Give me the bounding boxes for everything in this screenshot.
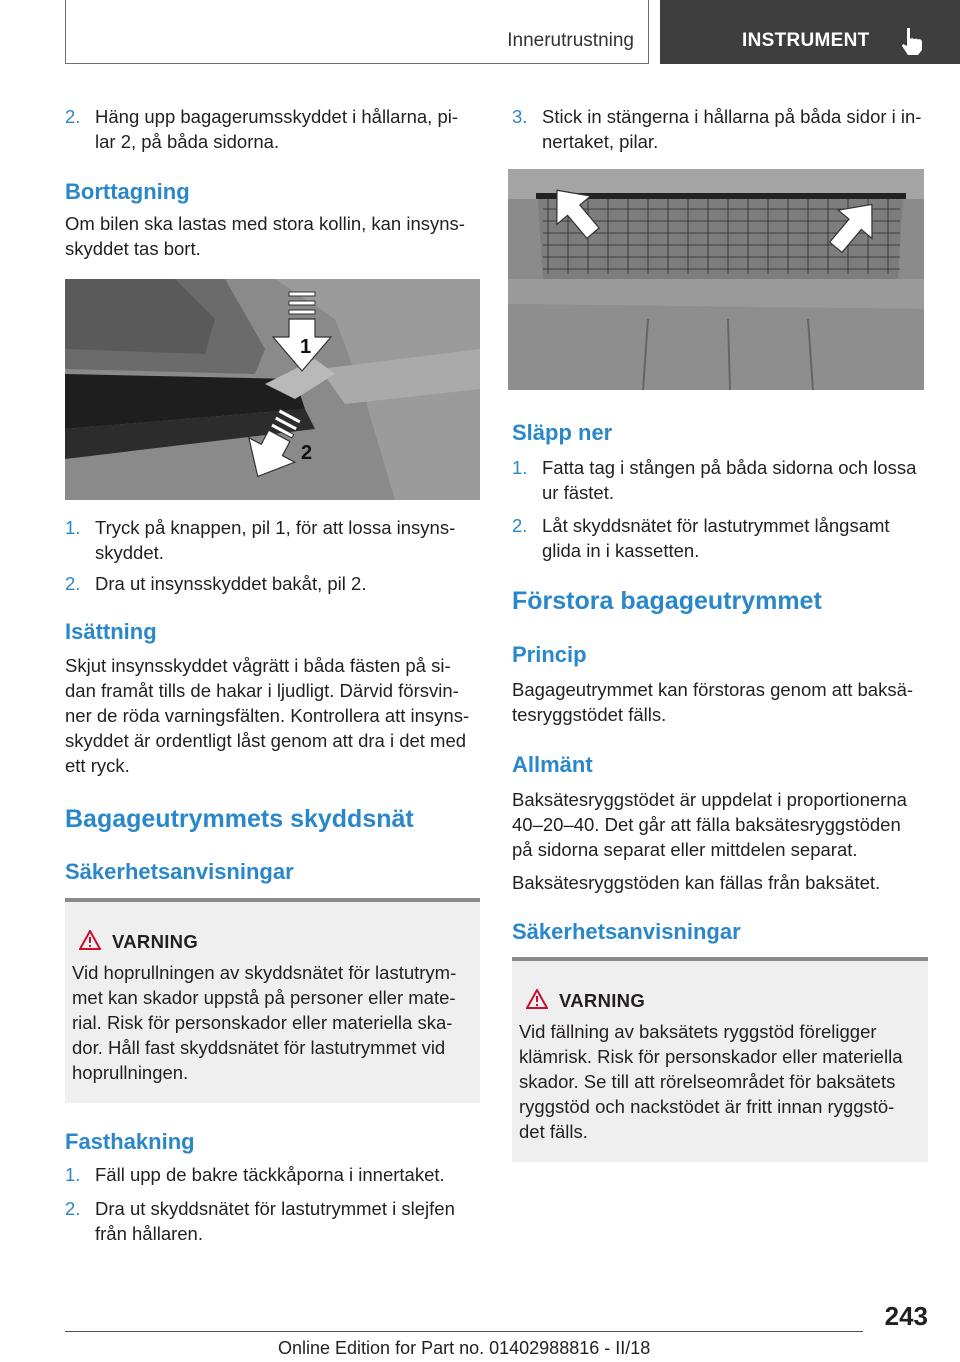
cover-removal-illustration: [65, 279, 480, 500]
warning-text: ryggstöd och nackstödet är fritt innan ryggstö-: [519, 1096, 895, 1117]
heading-sakerhet-left: Säkerhetsanvisningar: [65, 859, 294, 884]
list-number: 2.: [65, 106, 81, 127]
heading-isattning: Isättning: [65, 619, 157, 644]
heading-fasthakning: Fasthakning: [65, 1129, 195, 1154]
heading-borttagning: Borttagning: [65, 179, 190, 204]
warning-text: klämrisk. Risk för personskador eller materiella: [519, 1046, 903, 1067]
header-chapter-box: [660, 0, 960, 64]
heading-sakerhet-right: Säkerhetsanvisningar: [512, 919, 741, 944]
arrow-2-label: 2: [301, 442, 313, 464]
list-text: Låt skyddsnätet för lastutrymmet långsamt: [542, 515, 890, 536]
paragraph: 40–20–40. Det går att fälla baksätesryggstöden: [512, 814, 901, 835]
arrow-1-label: 1: [300, 336, 312, 358]
warning-triangle-icon: [79, 930, 101, 950]
list-text: från hållaren.: [95, 1223, 203, 1244]
paragraph: ett ryck.: [65, 755, 130, 776]
warning-text: hoprullningen.: [72, 1062, 189, 1083]
warning-box-right: [512, 957, 928, 1162]
header-chapter-title: INSTRUMENT: [742, 30, 870, 51]
list-text: Fäll upp de bakre täckkåporna i innertaket.: [95, 1164, 445, 1185]
heading-slapp-ner: Släpp ner: [512, 420, 613, 445]
list-number: 3.: [512, 106, 528, 127]
heading-allmant: Allmänt: [512, 752, 593, 777]
list-number: 2.: [65, 1198, 81, 1219]
warning-text: det fälls.: [519, 1121, 588, 1142]
pointing-hand-icon: [898, 26, 926, 56]
paragraph: på sidorna separat eller mittdelen separat.: [512, 839, 858, 860]
heading-forstora: Förstora bagageutrymmet: [512, 587, 822, 615]
paragraph: Om bilen ska lastas med stora kollin, kan insyns-: [65, 213, 465, 234]
list-text: Fatta tag i stången på båda sidorna och lossa: [542, 457, 917, 478]
header-section-box: [65, 0, 649, 64]
paragraph: Baksätesryggstödet är uppdelat i proportionerna: [512, 789, 907, 810]
list-number: 2.: [65, 573, 81, 594]
paragraph: Bagageutrymmet kan förstoras genom att baksä-: [512, 679, 914, 700]
list-text: Tryck på knappen, pil 1, för att lossa insyns-: [95, 517, 456, 538]
paragraph: Baksätesryggstöden kan fällas från baksätet.: [512, 872, 881, 893]
warning-text: met kan skador uppstå på personer eller mate-: [72, 987, 456, 1008]
warning-text: Vid fällning av baksätets ryggstöd föreligger: [519, 1021, 877, 1042]
list-text: Stick in stängerna i hållarna på båda sidor i in-: [542, 106, 922, 127]
header-section-title: Innerutrustning: [507, 30, 634, 51]
paragraph: dan framåt tills de hakar i ljudligt. Därvid försvin-: [65, 680, 459, 701]
warning-title: VARNING: [559, 990, 646, 1011]
warning-box-left: [65, 898, 480, 1103]
paragraph: Skjut insynsskyddet vågrätt i båda fästen på si-: [65, 655, 451, 676]
net-installation-illustration: [508, 169, 924, 390]
warning-text: rial. Risk för personskador eller materiella ska-: [72, 1012, 453, 1033]
warning-triangle-icon: [526, 989, 548, 1009]
paragraph: skyddet är ordentligt låst genom att dra i det med: [65, 730, 467, 751]
list-text: glida in i kassetten.: [542, 540, 700, 561]
warning-text: Vid hoprullningen av skyddsnätet för lastutrym-: [72, 962, 457, 983]
list-text: Dra ut insynsskyddet bakåt, pil 2.: [95, 573, 367, 594]
warning-title: VARNING: [112, 931, 199, 952]
list-number: 2.: [512, 515, 528, 536]
list-text: lar 2, på båda sidorna.: [95, 131, 280, 152]
warning-text: skador. Se till att rörelseområdet för baksätets: [519, 1071, 896, 1092]
page-number: 243: [884, 1301, 928, 1331]
list-number: 1.: [65, 517, 81, 538]
paragraph: tesryggstödet fälls.: [512, 704, 667, 725]
paragraph: skyddet tas bort.: [65, 238, 201, 259]
list-number: 1.: [512, 457, 528, 478]
heading-skyddsnat: Bagageutrymmets skyddsnät: [65, 805, 414, 833]
list-text: ur fästet.: [542, 482, 614, 503]
paragraph: ner de röda varningsfälten. Kontrollera att insyns-: [65, 705, 470, 726]
list-text: Dra ut skyddsnätet för lastutrymmet i slejfen: [95, 1198, 455, 1219]
heading-princip: Princip: [512, 642, 587, 667]
list-text: nertaket, pilar.: [542, 131, 659, 152]
list-text: skyddet.: [95, 542, 164, 563]
list-number: 1.: [65, 1164, 81, 1185]
list-text: Häng upp bagagerumsskyddet i hållarna, pi-: [95, 106, 459, 127]
footer-divider: [65, 1331, 863, 1332]
warning-text: dor. Håll fast skyddsnätet för lastutrymmet vid: [72, 1037, 446, 1058]
footer-edition: Online Edition for Part no. 01402988816 - II/18: [278, 1338, 651, 1358]
